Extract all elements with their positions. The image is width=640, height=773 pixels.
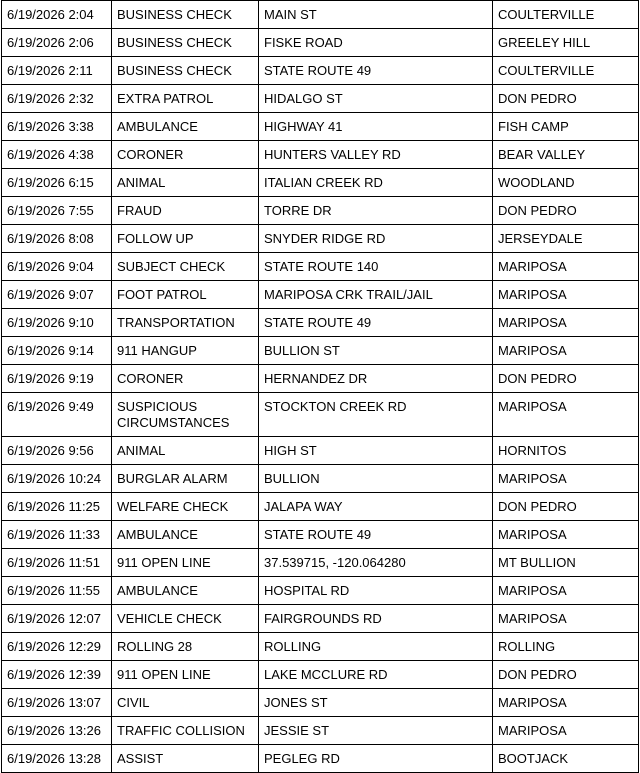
table-row: [2, 661, 639, 689]
cell-location: HIDALGO ST: [259, 85, 493, 113]
table-row: [2, 549, 639, 577]
table-row: [2, 197, 639, 225]
cell-call-type: AMBULANCE: [112, 577, 259, 605]
cell-call-type: ASSIST: [112, 745, 259, 773]
cell-datetime: 6/19/2026 9:10: [2, 309, 112, 337]
cell-location: STATE ROUTE 49: [259, 309, 493, 337]
cell-location: STOCKTON CREEK RD: [259, 393, 493, 437]
table-row: [2, 745, 639, 773]
cell-datetime: 6/19/2026 13:07: [2, 689, 112, 717]
cell-call-type: CIVIL: [112, 689, 259, 717]
cell-datetime: 6/19/2026 2:11: [2, 57, 112, 85]
cell-location: HUNTERS VALLEY RD: [259, 141, 493, 169]
cell-city: MARIPOSA: [493, 577, 639, 605]
table-row: [2, 393, 639, 437]
cell-call-type: 911 OPEN LINE: [112, 549, 259, 577]
cell-datetime: 6/19/2026 12:39: [2, 661, 112, 689]
cell-datetime: 6/19/2026 9:14: [2, 337, 112, 365]
cell-call-type: FOOT PATROL: [112, 281, 259, 309]
cell-datetime: 6/19/2026 3:38: [2, 113, 112, 141]
table-row: [2, 113, 639, 141]
table-row: [2, 141, 639, 169]
cell-city: BEAR VALLEY: [493, 141, 639, 169]
cell-location: HIGH ST: [259, 437, 493, 465]
cell-call-type: BURGLAR ALARM: [112, 465, 259, 493]
cell-city: DON PEDRO: [493, 365, 639, 393]
cell-location: STATE ROUTE 140: [259, 253, 493, 281]
cell-call-type: WELFARE CHECK: [112, 493, 259, 521]
cell-datetime: 6/19/2026 9:49: [2, 393, 112, 437]
cell-call-type: AMBULANCE: [112, 521, 259, 549]
table-row: [2, 605, 639, 633]
call-log-table: [1, 0, 639, 773]
cell-location: HERNANDEZ DR: [259, 365, 493, 393]
table-row: [2, 465, 639, 493]
cell-datetime: 6/19/2026 6:15: [2, 169, 112, 197]
cell-city: DON PEDRO: [493, 85, 639, 113]
cell-city: MARIPOSA: [493, 393, 639, 437]
cell-location: HOSPITAL RD: [259, 577, 493, 605]
cell-location: HIGHWAY 41: [259, 113, 493, 141]
cell-city: MARIPOSA: [493, 689, 639, 717]
cell-call-type: EXTRA PATROL: [112, 85, 259, 113]
cell-city: MARIPOSA: [493, 281, 639, 309]
table-row: [2, 1, 639, 29]
cell-call-type: TRAFFIC COLLISION: [112, 717, 259, 745]
cell-location: 37.539715, -120.064280: [259, 549, 493, 577]
cell-datetime: 6/19/2026 2:32: [2, 85, 112, 113]
table-row: [2, 57, 639, 85]
cell-datetime: 6/19/2026 4:38: [2, 141, 112, 169]
table-row: [2, 85, 639, 113]
cell-datetime: 6/19/2026 12:29: [2, 633, 112, 661]
cell-location: PEGLEG RD: [259, 745, 493, 773]
cell-city: DON PEDRO: [493, 197, 639, 225]
cell-location: BULLION: [259, 465, 493, 493]
cell-location: FISKE ROAD: [259, 29, 493, 57]
cell-call-type: BUSINESS CHECK: [112, 1, 259, 29]
table-row: [2, 253, 639, 281]
cell-city: MARIPOSA: [493, 309, 639, 337]
cell-city: DON PEDRO: [493, 661, 639, 689]
cell-location: STATE ROUTE 49: [259, 57, 493, 85]
cell-city: DON PEDRO: [493, 493, 639, 521]
cell-city: ROLLING: [493, 633, 639, 661]
cell-city: HORNITOS: [493, 437, 639, 465]
cell-call-type: SUBJECT CHECK: [112, 253, 259, 281]
cell-location: JONES ST: [259, 689, 493, 717]
cell-datetime: 6/19/2026 10:24: [2, 465, 112, 493]
cell-datetime: 6/19/2026 2:04: [2, 1, 112, 29]
table-row: [2, 365, 639, 393]
cell-datetime: 6/19/2026 2:06: [2, 29, 112, 57]
cell-city: MARIPOSA: [493, 253, 639, 281]
cell-location: BULLION ST: [259, 337, 493, 365]
cell-location: SNYDER RIDGE RD: [259, 225, 493, 253]
table-row: [2, 577, 639, 605]
cell-city: MARIPOSA: [493, 465, 639, 493]
cell-datetime: 6/19/2026 13:26: [2, 717, 112, 745]
cell-location: JALAPA WAY: [259, 493, 493, 521]
cell-datetime: 6/19/2026 9:04: [2, 253, 112, 281]
cell-datetime: 6/19/2026 9:19: [2, 365, 112, 393]
cell-city: FISH CAMP: [493, 113, 639, 141]
table-row: [2, 633, 639, 661]
cell-call-type: AMBULANCE: [112, 113, 259, 141]
table-row: [2, 309, 639, 337]
table-row: [2, 717, 639, 745]
table-row: [2, 281, 639, 309]
cell-call-type: BUSINESS CHECK: [112, 29, 259, 57]
table-row: [2, 225, 639, 253]
cell-city: MARIPOSA: [493, 521, 639, 549]
cell-city: MT BULLION: [493, 549, 639, 577]
cell-datetime: 6/19/2026 11:33: [2, 521, 112, 549]
cell-call-type: CORONER: [112, 141, 259, 169]
cell-location: STATE ROUTE 49: [259, 521, 493, 549]
table-row: [2, 521, 639, 549]
cell-city: WOODLAND: [493, 169, 639, 197]
cell-datetime: 6/19/2026 11:55: [2, 577, 112, 605]
cell-datetime: 6/19/2026 11:25: [2, 493, 112, 521]
cell-datetime: 6/19/2026 9:56: [2, 437, 112, 465]
table-row: [2, 493, 639, 521]
cell-city: BOOTJACK: [493, 745, 639, 773]
cell-city: MARIPOSA: [493, 337, 639, 365]
cell-location: TORRE DR: [259, 197, 493, 225]
cell-call-type: BUSINESS CHECK: [112, 57, 259, 85]
table-row: [2, 437, 639, 465]
cell-call-type: VEHICLE CHECK: [112, 605, 259, 633]
cell-datetime: 6/19/2026 7:55: [2, 197, 112, 225]
cell-call-type: 911 OPEN LINE: [112, 661, 259, 689]
cell-location: ITALIAN CREEK RD: [259, 169, 493, 197]
cell-location: LAKE MCCLURE RD: [259, 661, 493, 689]
cell-location: MARIPOSA CRK TRAIL/JAIL: [259, 281, 493, 309]
cell-call-type: ANIMAL: [112, 169, 259, 197]
cell-call-type: ANIMAL: [112, 437, 259, 465]
cell-call-type: SUSPICIOUS CIRCUMSTANCES: [112, 393, 259, 437]
cell-call-type: FRAUD: [112, 197, 259, 225]
cell-datetime: 6/19/2026 12:07: [2, 605, 112, 633]
cell-city: JERSEYDALE: [493, 225, 639, 253]
cell-datetime: 6/19/2026 8:08: [2, 225, 112, 253]
cell-city: MARIPOSA: [493, 717, 639, 745]
call-log-body: [2, 1, 639, 773]
cell-location: ROLLING: [259, 633, 493, 661]
cell-call-type: CORONER: [112, 365, 259, 393]
cell-call-type: TRANSPORTATION: [112, 309, 259, 337]
cell-city: COULTERVILLE: [493, 1, 639, 29]
cell-call-type: FOLLOW UP: [112, 225, 259, 253]
table-row: [2, 689, 639, 717]
cell-datetime: 6/19/2026 9:07: [2, 281, 112, 309]
cell-datetime: 6/19/2026 11:51: [2, 549, 112, 577]
cell-datetime: 6/19/2026 13:28: [2, 745, 112, 773]
cell-city: MARIPOSA: [493, 605, 639, 633]
cell-city: COULTERVILLE: [493, 57, 639, 85]
cell-location: FAIRGROUNDS RD: [259, 605, 493, 633]
cell-location: MAIN ST: [259, 1, 493, 29]
table-row: [2, 169, 639, 197]
cell-call-type: ROLLING 28: [112, 633, 259, 661]
cell-call-type: 911 HANGUP: [112, 337, 259, 365]
cell-city: GREELEY HILL: [493, 29, 639, 57]
table-row: [2, 337, 639, 365]
table-row: [2, 29, 639, 57]
cell-location: JESSIE ST: [259, 717, 493, 745]
